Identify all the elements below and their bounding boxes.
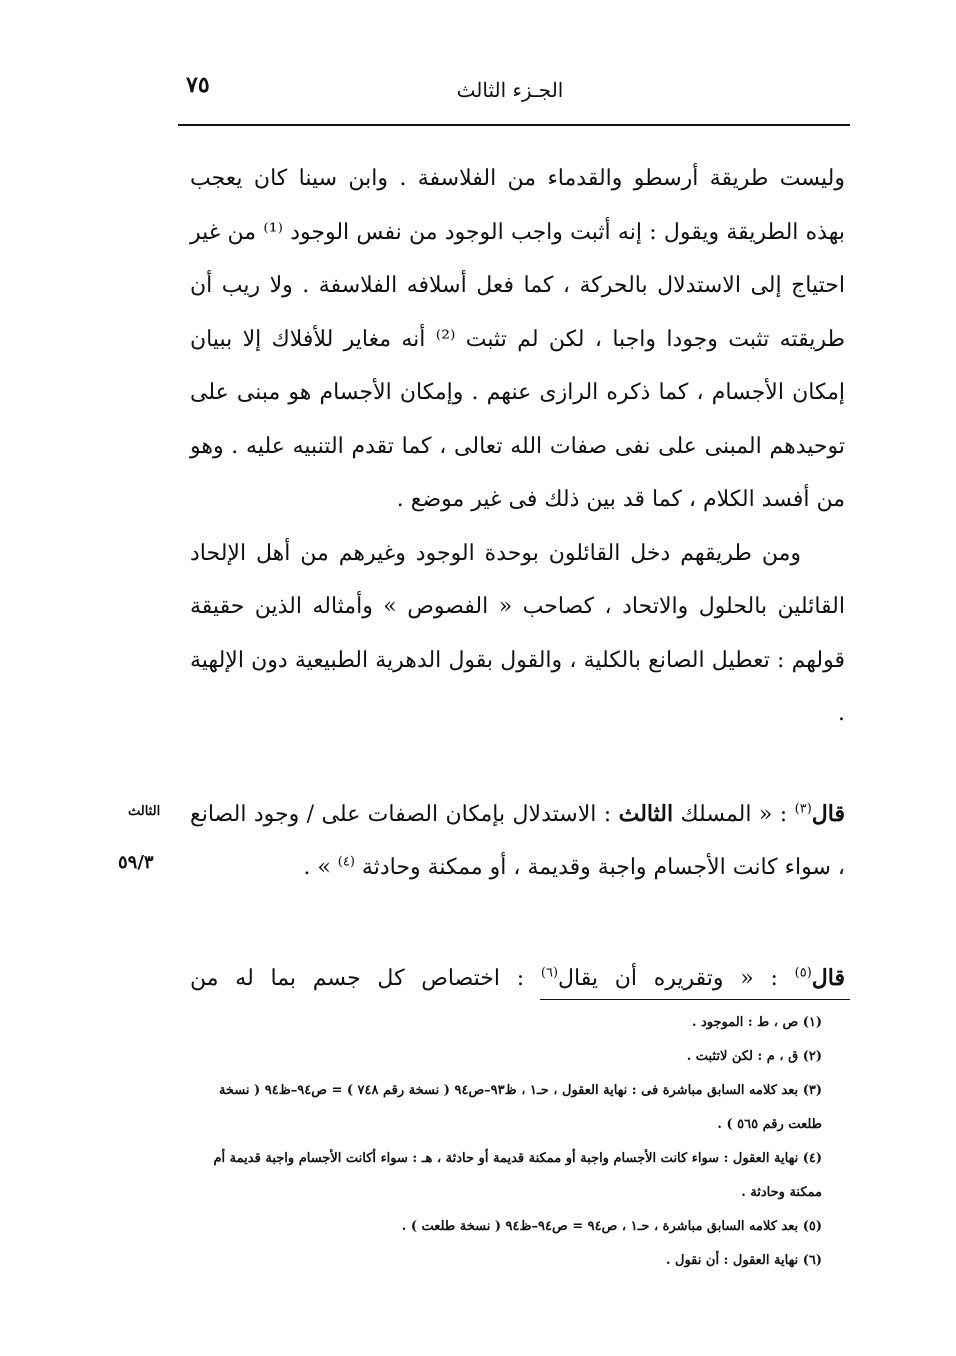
page-number: ٧٥: [186, 72, 210, 98]
qal-label: قال: [811, 801, 845, 827]
margin-reference: ٥٩/٣: [118, 852, 154, 873]
line-text-b: : اختصاص كل جسم بما له من: [190, 966, 541, 991]
running-title: الجـزء الثالث: [456, 78, 564, 102]
footnote-1: (١) ص ، ط : الموجود .: [691, 1015, 822, 1030]
quote-text: : الاستدلال بإمكان الصفات على / وجود الصانع ، سواء كانت الأجسام واجبة وقديمة ، أو ممكنة وحادثة: [190, 802, 845, 880]
quote-block: [190, 788, 845, 894]
footnote-3: (٣) بعد كلامه السابق مباشرة فى : نهاية العقول ، حـ١ ، ظ٩٣–ص٩٤ ( نسخة رقم ٧٤٨ ) = ص٩٤–ظ٩٤ ( نسخة طلعت رقم ٥٦٥ ) .: [218, 1083, 822, 1132]
footnote-6: (٦) نهاية العقول : أن نقول .: [665, 1253, 822, 1268]
margin-note: الثالث: [128, 804, 161, 819]
paragraph-1: وليست طريقة أرسطو والقدماء من الفلاسفة . وابن سينا كان يعجب بهذه الطريقة ويقول : إنه أثبت واجب الوجود من نفس الوجود ⁽¹⁾ من غير احتياج إلى الاستدلال بالحركة ، كما فعل أسلافه الفلاسفة . ولا ريب أن طريقته تثبت وجودا واجبا ، لكن لم تثبت ⁽²⁾ أنه مغاير للأفلاك إلا ببيان إمكان الأجسام ، كما ذكره الرازى عنهم . وإمكان الأجسام هو مبنى على توحيدهم المبنى على نفى صفات الله تعالى ، كما تقدم التنبيه عليه . وهو من أفسد الكلام ، كما قد بين ذلك فى غير موضع .: [190, 166, 845, 512]
footnote-2: (٢) ق ، م : لكن لاتثبت .: [686, 1049, 822, 1064]
footnote-ref-6: (٦): [540, 965, 559, 981]
quote-opening: : « المسلك: [673, 802, 795, 827]
maslak-bold: الثالث: [618, 801, 674, 827]
continuing-line: [190, 958, 845, 999]
footnote-4: (٤) نهاية العقول : سواء كانت الأجسام واجبة أو ممكنة قديمة أو حادثة ، هـ : سواء أكانت الأجسام واجبة قديمة أم ممكنة وحادثة .: [213, 1151, 822, 1200]
footnote-ref-4: (٤): [337, 854, 355, 870]
quote-paragraph: [190, 788, 845, 894]
quote-close: » .: [303, 855, 338, 880]
main-text: [190, 152, 845, 741]
footnotes: [186, 1006, 846, 1278]
paragraph-2: ومن طريقهم دخل القائلون بوحدة الوجود وغيرهم من أهل الإلحاد القائلين بالحلول والاتحاد ، كصاحب « الفصوص » وأمثاله الذين حقيقة قولهم : تعطيل الصانع بالكلية ، والقول بقول الدهرية الطبيعية دون الإلهية .: [190, 540, 845, 726]
footnote-ref-3: (٣): [794, 801, 812, 817]
qal-label-2: قال: [811, 965, 845, 991]
footnote-ref-5: (٥): [794, 965, 812, 981]
header-rule: [178, 124, 850, 126]
line-text-a: : « وتقريره أن يقال: [558, 966, 795, 991]
footnote-rule: [540, 999, 850, 1000]
footnote-5: (٥) بعد كلامه السابق مباشرة ، حـ١ ، ص٩٤ = ص٩٤–ظ٩٤ ( نسخة طلعت ) .: [401, 1219, 822, 1234]
